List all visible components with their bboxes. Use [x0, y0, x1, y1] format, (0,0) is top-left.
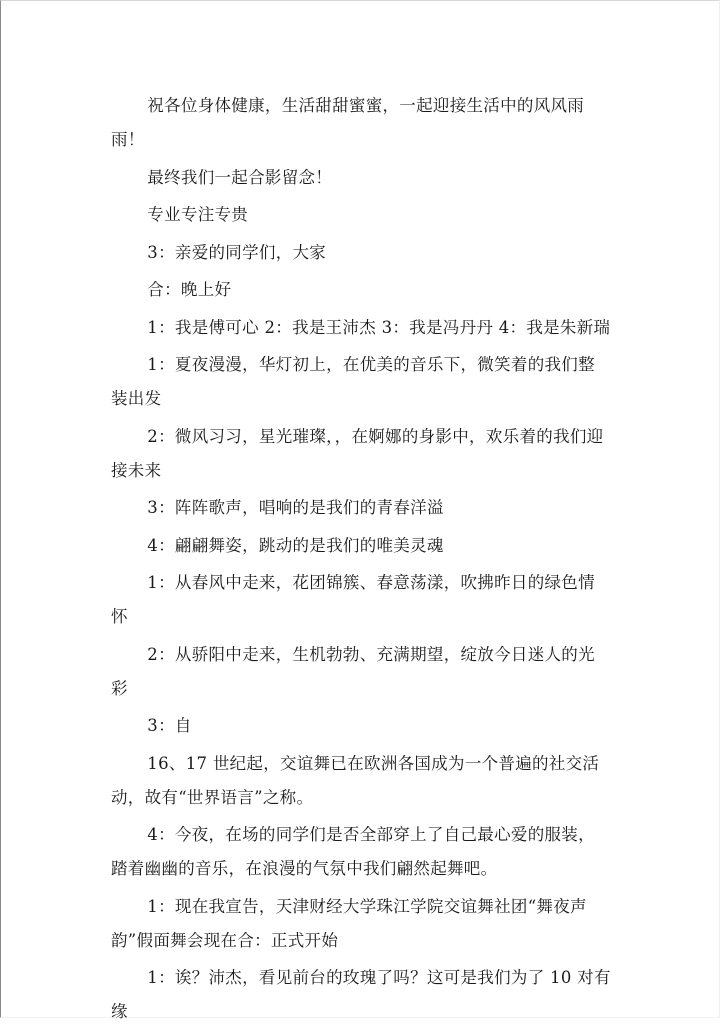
paragraph-line-3-from: 3：自	[147, 716, 192, 735]
paragraph-line-1-announce: 1：现在我宣告，天津财经大学珠江学院交谊舞社团“舞夜声韵”假面舞会现在合：正式开始	[111, 896, 587, 950]
paragraph-group-photo: 最终我们一起合影留念！	[147, 167, 333, 187]
paragraph-line-3-song: 3：阵阵歌声，唱响的是我们的青春洋溢	[147, 498, 444, 517]
paragraph-line-3-greeting: 3：亲爱的同学们，大家	[147, 242, 327, 262]
paragraph-chorus-evening: 合：晚上好	[147, 280, 232, 299]
paragraph-line-2-breeze: 2：微风习习，星光璀璨，，在婀娜的身影中，欢乐着的我们迎接未来	[111, 426, 604, 480]
paragraph-line-4-tonight: 4：今夜，在场的同学们是否全部穿上了自己最心爱的服装，踏着幽幽的音乐，在浪漫的气氛中我们翩然起舞吧。	[111, 825, 595, 878]
paragraph-line-4-dance: 4：翩翩舞姿，跳动的是我们的唯美灵魂	[147, 535, 444, 555]
paragraph-line-1-roses: 1：诶？沛杰，看见前台的玫瑰了吗？这可是我们为了 10 对有缘	[111, 968, 611, 1021]
paragraph-host-intro: 1：我是傅可心 2：我是王沛杰 3：我是冯丹丹 4：我是朱新瑞	[147, 317, 611, 337]
paragraph-slogan: 专业专注专贵	[147, 205, 249, 224]
paragraph-history: 16、17 世纪起，交谊舞已在欧洲各国成为一个普遍的社交活动，故有“世界语言”之称。	[111, 753, 600, 807]
paragraph-blessing: 祝各位身体健康，生活甜甜蜜蜜，一起迎接生活中的风风雨雨！	[111, 96, 585, 149]
paragraph-line-2-sun: 2：从骄阳中走来，生机勃勃、充满期望，绽放今日迷人的光彩	[111, 644, 595, 698]
paragraph-line-1-spring: 1：从春风中走来，花团锦簇、春意荡漾，吹拂昨日的绿色情怀	[111, 573, 595, 626]
document-body	[111, 89, 611, 1033]
paragraph-line-1-summer: 1：夏夜漫漫，华灯初上，在优美的音乐下，微笑着的我们整装出发	[111, 355, 595, 408]
